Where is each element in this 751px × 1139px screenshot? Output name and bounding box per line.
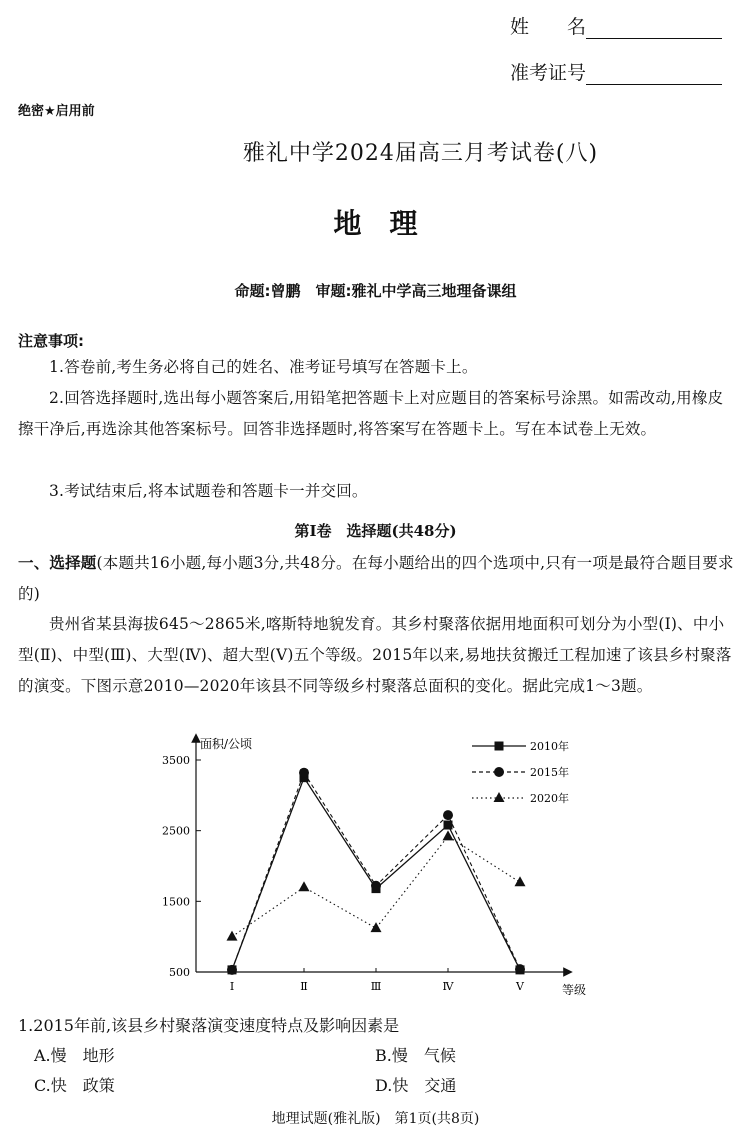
legend-label: 2010年 (530, 740, 569, 753)
name-blank (586, 12, 722, 39)
name-label: 姓 名 (510, 16, 587, 38)
secret-label: 绝密★启用前 (18, 104, 95, 119)
data-point (443, 810, 453, 820)
section-title: 第Ⅰ卷 选择题(共48分) (294, 522, 457, 540)
x-tick-label: Ⅱ (300, 980, 308, 993)
y-tick-label: 3500 (162, 754, 190, 767)
exam-authors: 命题:曾鹏 审题:雅礼中学高三地理备课组 (234, 282, 517, 300)
legend-label: 2020年 (530, 792, 569, 805)
section-heading-bold: 一、选择题 (18, 553, 97, 572)
notice-heading: 注意事项: (18, 332, 84, 350)
notice-item: 2.回答选择题时,选出每小题答案后,用铅笔把答题卡上对应题目的答案标号涂黑。如需改动,用橡皮擦干净后,再选涂其他答案标号。回答非选择题时,将答案写在答题卡上。写在本试卷上无效。 (18, 389, 724, 438)
series-line (232, 773, 520, 970)
line-chart (150, 732, 600, 1000)
data-point (227, 931, 238, 941)
option-a[interactable]: A.慢 地形 (34, 1046, 115, 1065)
y-tick-label: 1500 (162, 895, 190, 909)
x-tick-label: Ⅲ (370, 980, 382, 993)
x-tick-label: Ⅳ (442, 980, 454, 993)
legend-label: 2015年 (530, 766, 569, 779)
exam-title: 雅礼中学2024届高三月考试卷(八) (242, 141, 599, 166)
option-d[interactable]: D.快 交通 (375, 1076, 457, 1095)
data-point (227, 965, 237, 975)
section-heading-rest: (本题共16小题,每小题3分,共48分。在每小题给出的四个选项中,只有一项是最符合题目要求的) (18, 554, 734, 603)
data-point (371, 881, 381, 891)
x-tick-label: Ⅰ (229, 980, 235, 993)
notice-item: 3.考试结束后,将本试题卷和答题卡一并交回。 (49, 482, 368, 500)
section-heading (18, 547, 738, 610)
name-field (510, 12, 722, 39)
subject-title: 地 理 (333, 207, 418, 240)
notice-item: 1.答卷前,考生务必将自己的姓名、准考证号填写在答题卡上。 (49, 358, 478, 376)
data-point (444, 821, 453, 830)
y-axis-label: 面积/公顷 (200, 737, 253, 751)
question-stem: 1.2015年前,该县乡村聚落演变速度特点及影响因素是 (18, 1016, 400, 1035)
option-b[interactable]: B.慢 气候 (375, 1046, 456, 1065)
section-intro: 贵州省某县海拔645～2865米,喀斯特地貌发育。其乡村聚落依据用地面积可划分为小型(Ⅰ)、中小型(Ⅱ)、中型(Ⅲ)、大型(Ⅳ)、超大型(Ⅴ)五个等级。2015年以来,易地扶贫搬迁工程加速了该县乡村聚落的演变。下图示意2010—2020年该县不同等级乡村聚落总面积的变化。据此完成1～3题。 (18, 615, 732, 695)
y-tick-label: 2500 (162, 824, 190, 838)
data-point (515, 964, 525, 974)
x-tick-label: Ⅴ (516, 980, 524, 993)
data-point (515, 876, 526, 886)
exam-no-blank (586, 58, 722, 85)
option-c[interactable]: C.快 政策 (34, 1076, 115, 1095)
legend-marker (495, 742, 504, 751)
legend-marker (494, 767, 504, 777)
data-point (299, 768, 309, 778)
x-axis-label: 等级 (562, 983, 587, 997)
series-line (232, 778, 520, 970)
exam-no-label: 准考证号 (510, 62, 587, 84)
legend-marker (494, 792, 505, 802)
exam-no-field (510, 58, 722, 85)
y-tick-label: 500 (169, 966, 190, 979)
data-point (299, 881, 310, 891)
page-footer: 地理试题(雅礼版) 第1页(共8页) (271, 1111, 480, 1127)
